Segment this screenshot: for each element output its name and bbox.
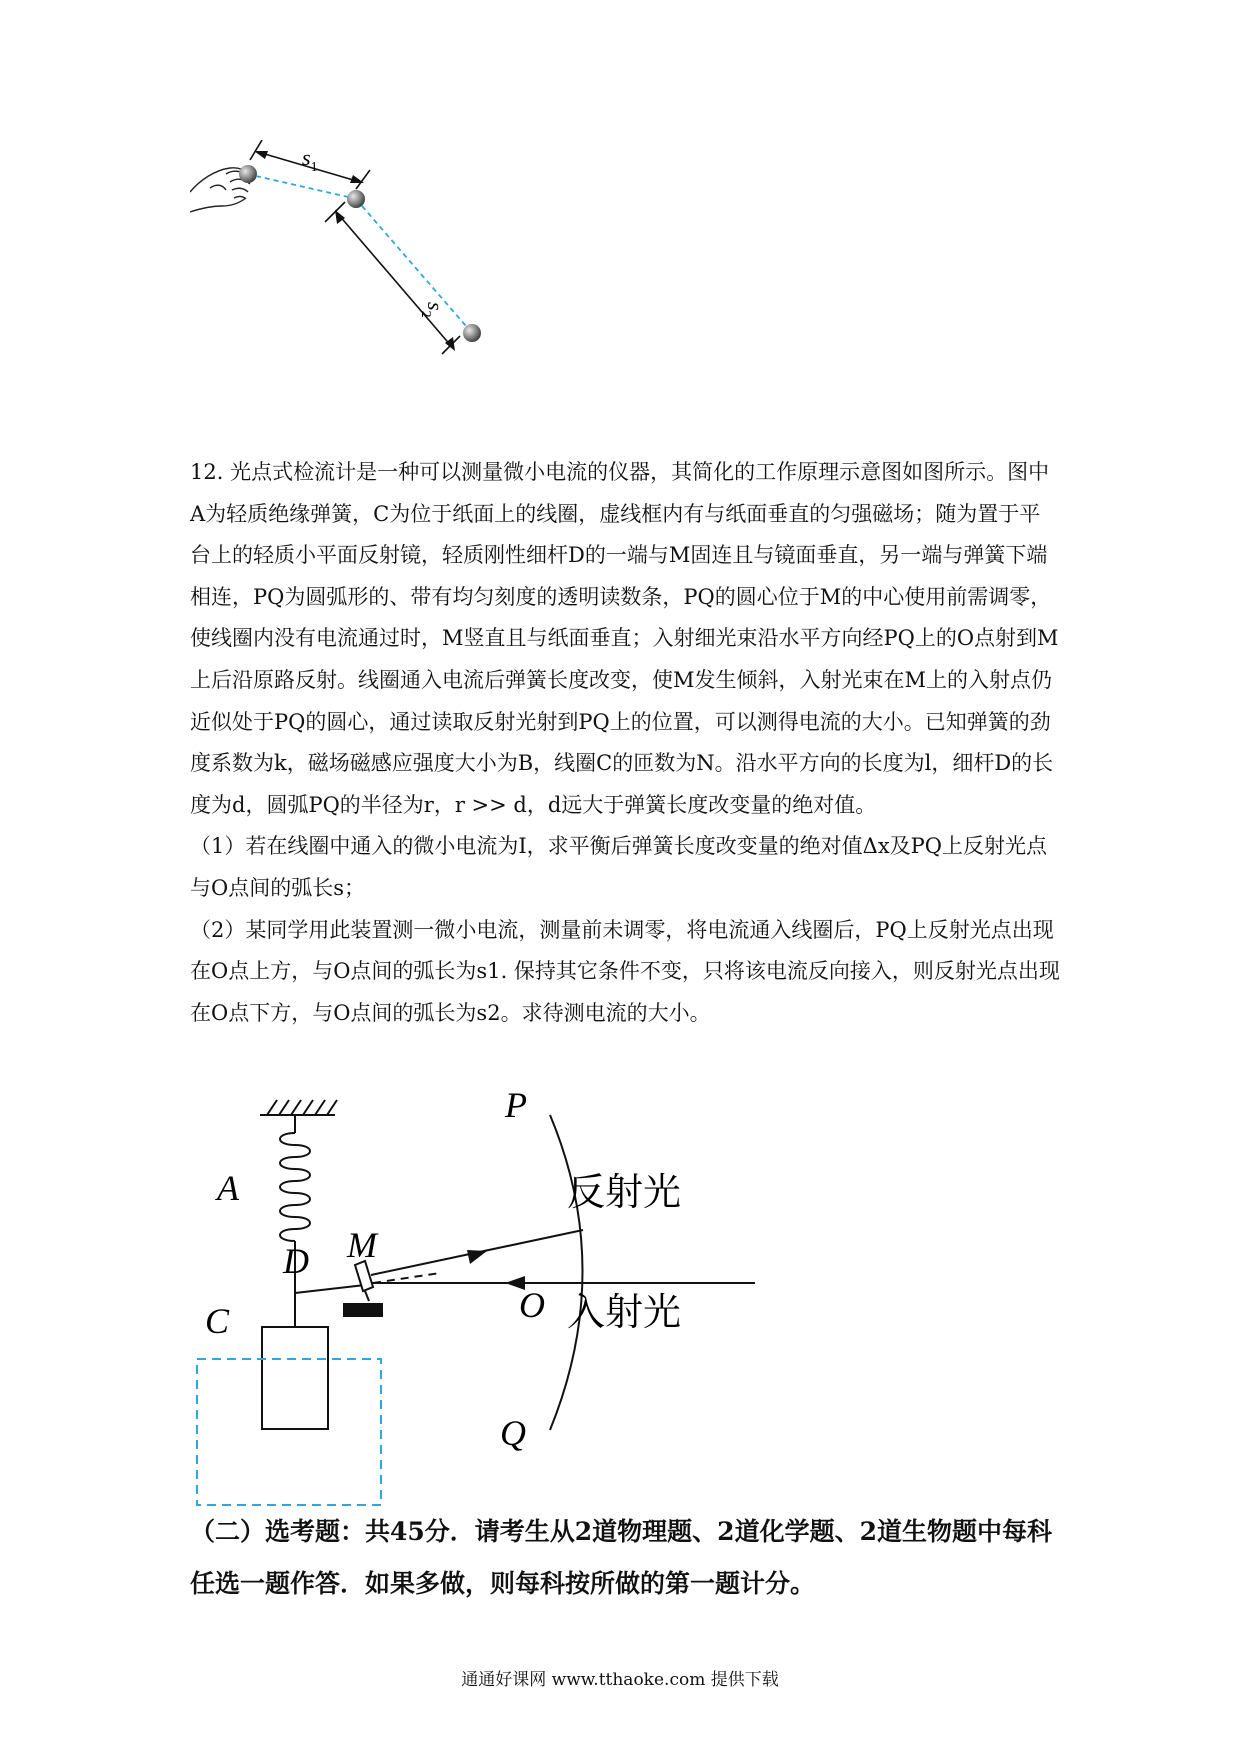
dashed-path-2 xyxy=(362,206,466,326)
rod-d xyxy=(295,1285,365,1293)
s2-arrow xyxy=(335,210,455,351)
figure-throw-distances xyxy=(190,140,570,410)
mirror-m xyxy=(355,1261,373,1301)
label-p: P xyxy=(505,1085,527,1125)
ball-3 xyxy=(463,324,481,342)
label-a: A xyxy=(217,1168,239,1208)
label-m: M xyxy=(347,1225,377,1265)
magnetic-field-box xyxy=(197,1359,381,1505)
section-line-2: 任选一题作答．如果多做，则每科按所做的第一题计分。 xyxy=(190,1569,816,1598)
ball-2 xyxy=(347,190,365,208)
ball-1 xyxy=(239,165,257,183)
label-q: Q xyxy=(500,1413,526,1453)
elective-section-instructions xyxy=(190,1506,1070,1610)
coil-c xyxy=(262,1327,328,1429)
label-s2: $s_2$ xyxy=(418,302,448,318)
tick-mark xyxy=(250,140,262,160)
mirror-platform xyxy=(343,1303,383,1317)
label-d: D xyxy=(283,1241,309,1281)
reflected-arrowhead xyxy=(467,1250,487,1264)
dashed-path-1 xyxy=(256,176,348,197)
question-intro: 12. 光点式检流计是一种可以测量微小电流的仪器，其简化的工作原理示意图如图所示。图中A为轻质绝缘弹簧，C为位于纸面上的线圈，虚线框内有与纸面垂直的匀强磁场；随为置于平台上的轻质小平面反射镜，轻质刚性细杆D的一端与M固连且与镜面垂直，另一端与弹簧下端相连，PQ为圆弧形的、带有均匀刻度的透明读数条，PQ的圆心位于M的中心使用前需调零，使线圈内没有电流通过时，M竖直且与纸面垂直；入射细光束沿水平方向经PQ上的O点射到M上后沿原路反射。线圈通入电流后弹簧长度改变，使M发生倾斜，入射光束在M上的入射点仍近似处于PQ的圆心，通过读取反射光射到PQ上的位置，可以测得电流的大小。已知弹簧的劲度系数为k，磁场磁感应强度大小为B，线圈C的匝数为N。沿水平方向的长度为l，细杆D的长度为d，圆弧PQ的半径为r，r >> d，d远大于弹簧长度改变量的绝对值。 xyxy=(190,460,1059,817)
label-c: C xyxy=(205,1301,230,1341)
label-incident-light: 入射光 xyxy=(567,1292,682,1334)
section-line-1: （二）选考题：共45分．请考生从2道物理题、2道化学题、2道生物题中每科 xyxy=(190,1517,1052,1546)
question-part-1: （1）若在线圈中通入的微小电流为I，求平衡后弹簧长度改变量的绝对值Δx及PQ上反射光点与O点间的弧长s； xyxy=(190,834,1048,900)
page-footer: 通通好课网 www.tthaoke.com 提供下载 xyxy=(461,1670,779,1690)
question-part-2: （2）某同学用此装置测一微小电流，测量前未调零，将电流通入线圈后，PQ上反射光点出现在O点上方，与O点间的弧长为s1. 保持其它条件不变，只将该电流反向接入，则反射光点出现在O点下方，与O点间的弧长为s2。求待测电流的大小。 xyxy=(190,917,1060,1025)
ceiling-support xyxy=(260,1100,337,1115)
label-o: O xyxy=(519,1285,545,1325)
figure-galvanometer xyxy=(175,1085,775,1515)
label-reflected-light: 反射光 xyxy=(567,1172,682,1214)
label-s1: $s_1$ xyxy=(302,145,318,175)
arc-pq xyxy=(550,1115,583,1430)
question-12 xyxy=(190,452,1060,1034)
mirror-normal-dashed xyxy=(373,1273,440,1283)
